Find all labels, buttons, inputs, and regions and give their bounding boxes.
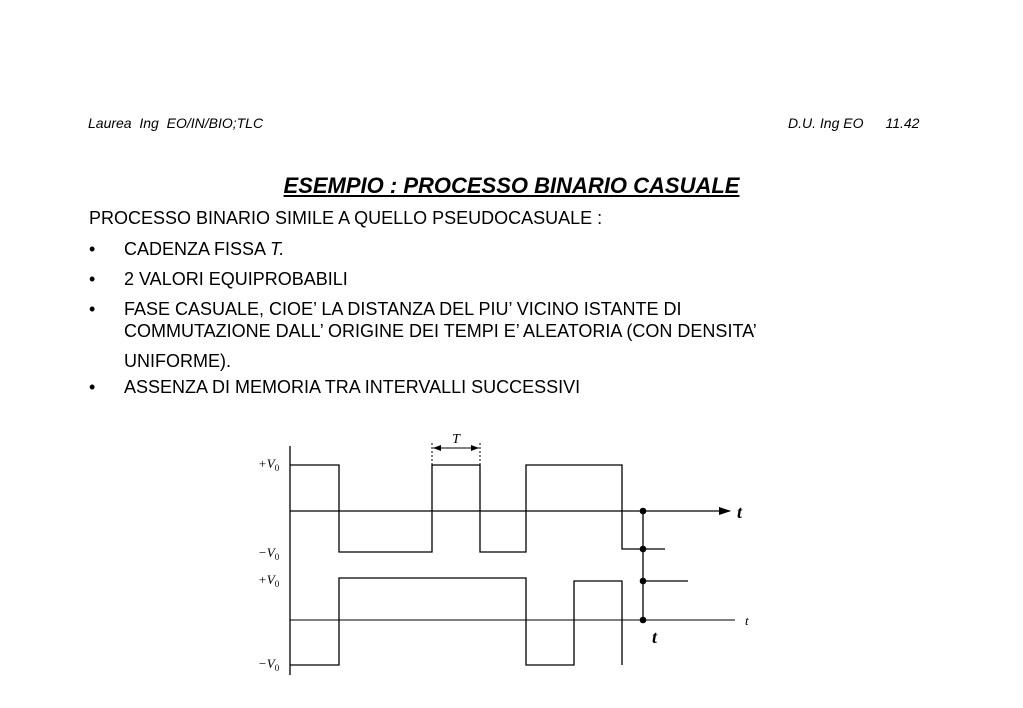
bullet-marker: • <box>89 299 96 319</box>
sample-dot-top-axis <box>640 508 647 515</box>
bottom-pos-label: $+V_0$ <box>258 572 280 589</box>
slide-title: ESEMPIO : PROCESSO BINARIO CASUALE <box>283 173 740 198</box>
top-pos-label: $+V_0$ <box>258 456 280 473</box>
time-label-bottom-large: t <box>652 627 658 647</box>
page-number: 11.42 <box>885 115 920 131</box>
bullet-text: 2 VALORI EQUIPROBABILI <box>124 269 348 289</box>
bullet-text: ASSENZA DI MEMORIA TRA INTERVALLI SUCCESSIVI <box>124 377 581 397</box>
sample-dot-bottom-axis <box>640 617 647 624</box>
bullet-text-line2: COMMUTAZIONE DALL’ ORIGINE DEI TEMPI E’ ALEATORIA (CON DENSITA’ <box>124 321 757 341</box>
bottom-waveform <box>290 578 622 665</box>
intro-text: PROCESSO BINARIO SIMILE A QUELLO PSEUDOCASUALE : <box>89 208 603 228</box>
bullet-marker: • <box>89 269 96 289</box>
top-neg-label: $-V_0$ <box>258 545 280 562</box>
top-waveform <box>290 465 665 552</box>
period-label: T <box>452 432 460 447</box>
header-course-text: Laurea Ing EO/IN/BIO;TLC <box>88 115 264 131</box>
sample-dot-top-wave <box>640 546 647 553</box>
bullet-text-line1: FASE CASUALE, CIOE’ LA DISTANZA DEL PIU’ VICINO ISTANTE DI <box>124 299 682 319</box>
bullet-marker: • <box>89 377 96 397</box>
time-label-top: t <box>737 502 743 522</box>
bullet-text: CADENZA FISSA <box>124 239 271 259</box>
bottom-neg-label: $-V_0$ <box>258 656 280 673</box>
bullet-text-line3: UNIFORME). <box>124 351 231 371</box>
bullet-emphasis: T. <box>270 239 285 259</box>
time-label-bottom-small: t <box>745 613 749 628</box>
sample-dot-bottom-wave <box>640 578 647 585</box>
bullet-marker: • <box>89 239 96 259</box>
header-ref-text: D.U. Ing EO <box>788 115 864 131</box>
